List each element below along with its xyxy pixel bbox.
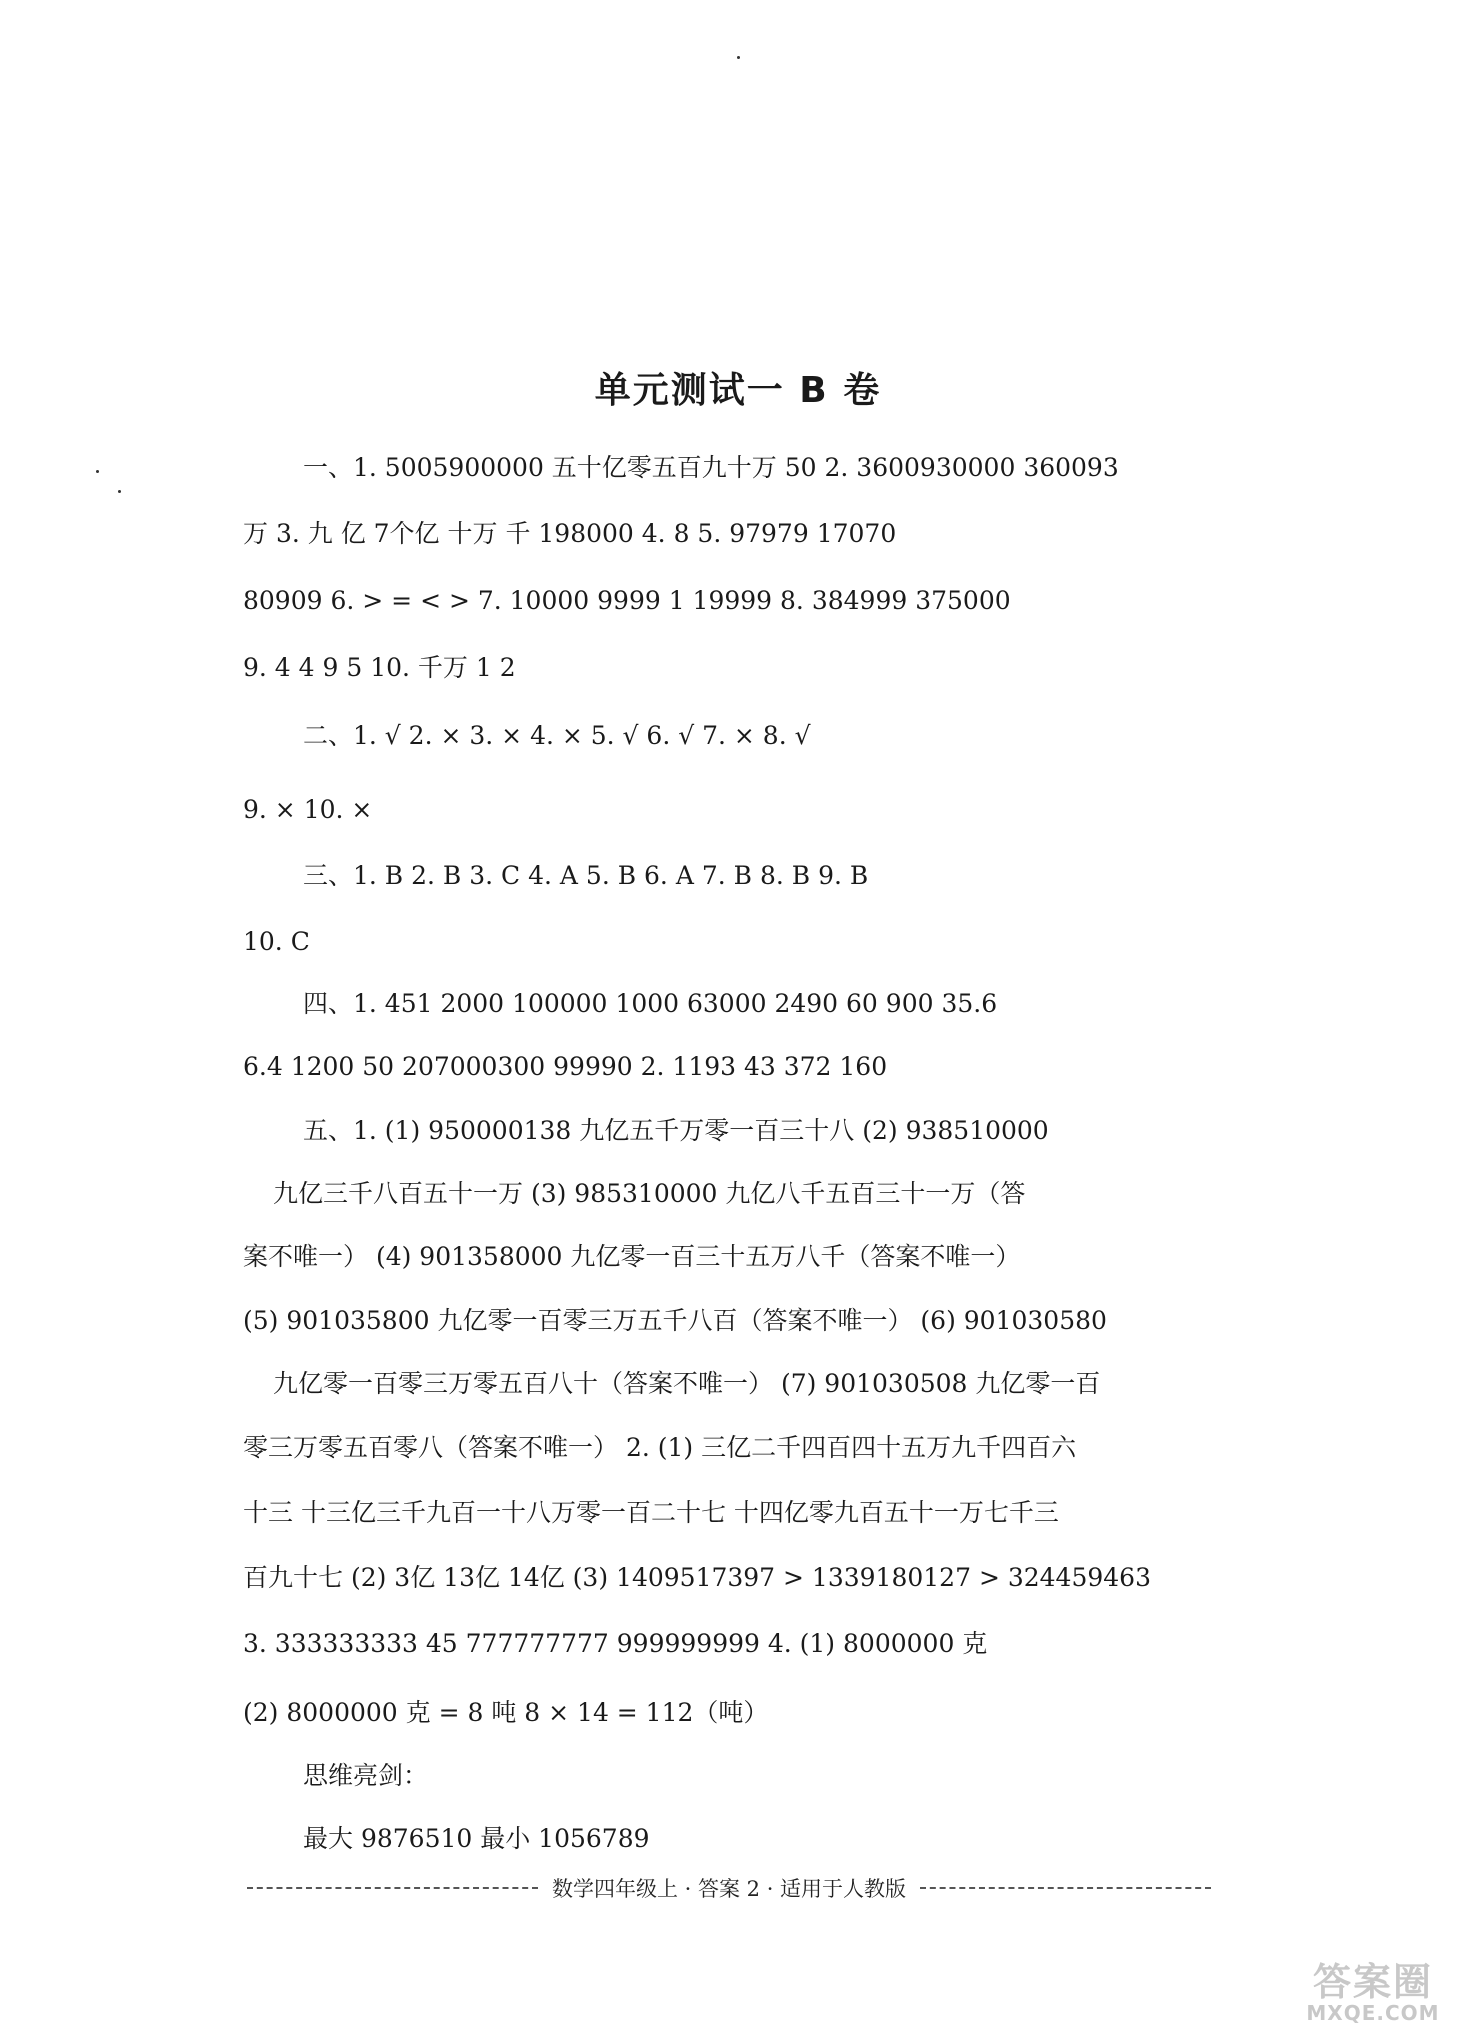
scan-speck [737, 56, 740, 59]
answer-line-12: 九亿三千八百五十一万 (3) 985310000 九亿八千五百三十一万（答 [273, 1179, 1026, 1208]
answer-line-4: 9. 4 4 9 5 10. 千万 1 2 [243, 653, 516, 682]
watermark-top: 答案圈 [1312, 1960, 1433, 2004]
answer-line-8: 10. C [243, 927, 310, 956]
scan-speck [118, 490, 121, 493]
answer-line-7: 三、1. B 2. B 3. C 4. A 5. B 6. A 7. B 8. B 9. B [303, 861, 869, 890]
scan-speck [96, 470, 99, 473]
answer-line-11: 五、1. (1) 950000138 九亿五千万零一百三十八 (2) 938510000 [303, 1116, 1049, 1145]
answer-line-19: 3. 333333333 45 777777777 999999999 4. (1) 8000000 克 [243, 1629, 988, 1658]
footer-text: 数学四年级上 · 答案 2 · 适用于人教版 [551, 1877, 907, 1901]
answer-line-17: 十三 十三亿三千九百一十八万零一百二十七 十四亿零九百五十一万七千三 [243, 1498, 1059, 1527]
answer-line-6: 9. × 10. × [243, 795, 373, 824]
answer-line-13: 案不唯一） (4) 901358000 九亿零一百三十五万八千（答案不唯一） [243, 1242, 1021, 1271]
answer-line-22: 最大 9876510 最小 1056789 [303, 1824, 650, 1853]
answer-line-18: 百九十七 (2) 3亿 13亿 14亿 (3) 1409517397 > 1339180127 > 324459463 [243, 1563, 1151, 1592]
answer-line-15: 九亿零一百零三万零五百八十（答案不唯一） (7) 901030508 九亿零一百 [273, 1369, 1101, 1398]
answer-line-20: (2) 8000000 克 = 8 吨 8 × 14 = 112（吨） [243, 1698, 769, 1727]
answer-line-16: 零三万零五百零八（答案不唯一） 2. (1) 三亿二千四百四十五万九千四百六 [243, 1433, 1077, 1462]
answer-line-14: (5) 901035800 九亿零一百零三万五千八百（答案不唯一） (6) 901030580 [243, 1306, 1107, 1335]
answer-line-10: 6.4 1200 50 207000300 99990 2. 1193 43 372 160 [243, 1052, 888, 1081]
footer-dash-left [247, 1887, 538, 1889]
answer-line-2: 万 3. 九 亿 7个亿 十万 千 198000 4. 8 5. 97979 17070 [243, 519, 897, 548]
answer-line-9: 四、1. 451 2000 100000 1000 63000 2490 60 900 35.6 [303, 989, 998, 1018]
watermark-bottom: MXQE.COM [1306, 2001, 1440, 2025]
answer-line-3: 80909 6. > = < > 7. 10000 9999 1 19999 8. 384999 375000 [243, 586, 1011, 615]
answer-line-21: 思维亮剑： [303, 1761, 429, 1790]
page-title: 单元测试一 B 卷 [594, 370, 882, 411]
answer-line-1: 一、1. 5005900000 五十亿零五百九十万 50 2. 3600930000 360093 [303, 453, 1119, 482]
watermark-logo [1288, 1961, 1458, 2025]
footer-dash-right [920, 1887, 1211, 1889]
answer-line-5: 二、1. √ 2. × 3. × 4. × 5. √ 6. √ 7. × 8. √ [303, 721, 811, 750]
page-footer [247, 1872, 1211, 1904]
